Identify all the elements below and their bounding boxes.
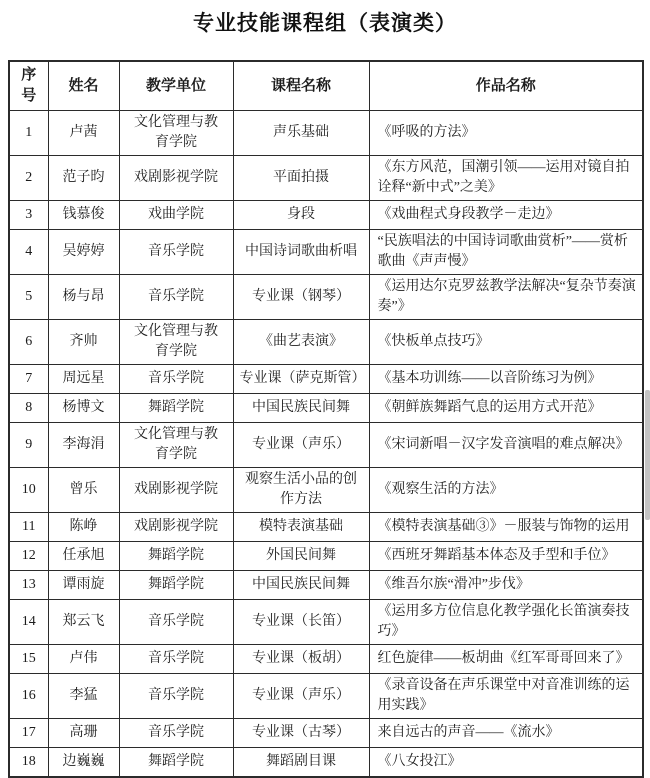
cell-course: 专业课（萨克斯管） — [233, 365, 369, 394]
cell-work: 《运用达尔克罗兹教学法解决“复杂节奏演奏”》 — [369, 275, 643, 320]
cell-unit: 戏剧影视学院 — [119, 513, 233, 542]
table-header — [9, 61, 643, 111]
cell-work: 《观察生活的方法》 — [369, 468, 643, 513]
cell-work: 《东方风范，国潮引领——运用对镜自拍诠释“新中式”之美》 — [369, 156, 643, 201]
cell-name: 李海涓 — [48, 423, 119, 468]
cell-unit: 文化管理与教育学院 — [119, 111, 233, 156]
cell-no: 1 — [9, 111, 48, 156]
cell-course: 专业课（钢琴） — [233, 275, 369, 320]
cell-no: 15 — [9, 645, 48, 674]
cell-course: 观察生活小品的创作方法 — [233, 468, 369, 513]
table-row — [9, 423, 643, 468]
cell-no: 17 — [9, 719, 48, 748]
cell-unit: 戏曲学院 — [119, 201, 233, 230]
header-course: 课程名称 — [233, 61, 369, 111]
page-title: 专业技能课程组（表演类） — [193, 12, 457, 35]
header-no: 序号 — [9, 61, 48, 111]
table-row — [9, 365, 643, 394]
cell-name: 吴婷婷 — [48, 230, 119, 275]
table-row — [9, 230, 643, 275]
cell-unit: 音乐学院 — [119, 230, 233, 275]
cell-name: 卢伟 — [48, 645, 119, 674]
cell-unit: 音乐学院 — [119, 719, 233, 748]
cell-course: 专业课（声乐） — [233, 674, 369, 719]
table-row — [9, 394, 643, 423]
table-row — [9, 513, 643, 542]
cell-course: 中国民族民间舞 — [233, 394, 369, 423]
cell-name: 陈峥 — [48, 513, 119, 542]
cell-name: 高珊 — [48, 719, 119, 748]
table-body — [9, 111, 643, 778]
header-name: 姓名 — [48, 61, 119, 111]
cell-unit: 舞蹈学院 — [119, 542, 233, 571]
cell-work: 《呼吸的方法》 — [369, 111, 643, 156]
cell-name: 杨博文 — [48, 394, 119, 423]
cell-name: 杨与昂 — [48, 275, 119, 320]
cell-unit: 舞蹈学院 — [119, 394, 233, 423]
cell-name: 边巍巍 — [48, 748, 119, 778]
cell-name: 任承旭 — [48, 542, 119, 571]
cell-work: 《维吾尔族“滑冲”步伐》 — [369, 571, 643, 600]
table-row — [9, 719, 643, 748]
cell-course: 声乐基础 — [233, 111, 369, 156]
cell-work: 《快板单点技巧》 — [369, 320, 643, 365]
table-row — [9, 111, 643, 156]
cell-no: 13 — [9, 571, 48, 600]
cell-no: 5 — [9, 275, 48, 320]
cell-course: 《曲艺表演》 — [233, 320, 369, 365]
cell-no: 3 — [9, 201, 48, 230]
cell-unit: 音乐学院 — [119, 645, 233, 674]
cell-unit: 文化管理与教育学院 — [119, 320, 233, 365]
table-row — [9, 320, 643, 365]
cell-unit: 戏剧影视学院 — [119, 156, 233, 201]
table-row — [9, 645, 643, 674]
cell-unit: 音乐学院 — [119, 275, 233, 320]
cell-work: 来自远古的声音——《流水》 — [369, 719, 643, 748]
cell-name: 郑云飞 — [48, 600, 119, 645]
header-unit: 教学单位 — [119, 61, 233, 111]
cell-work: “民族唱法的中国诗词歌曲赏析”——赏析歌曲《声声慢》 — [369, 230, 643, 275]
cell-name: 曾乐 — [48, 468, 119, 513]
cell-unit: 音乐学院 — [119, 674, 233, 719]
cell-name: 李猛 — [48, 674, 119, 719]
cell-work: 《西班牙舞蹈基本体态及手型和手位》 — [369, 542, 643, 571]
table-row — [9, 275, 643, 320]
cell-work: 《八女投江》 — [369, 748, 643, 778]
cell-no: 6 — [9, 320, 48, 365]
cell-work: 《运用多方位信息化教学强化长笛演奏技巧》 — [369, 600, 643, 645]
cell-work: 《模特表演基础③》－服装与饰物的运用 — [369, 513, 643, 542]
cell-work: 《戏曲程式身段教学－走边》 — [369, 201, 643, 230]
cell-no: 7 — [9, 365, 48, 394]
table-row — [9, 201, 643, 230]
cell-no: 16 — [9, 674, 48, 719]
course-table — [8, 60, 644, 778]
cell-course: 专业课（板胡） — [233, 645, 369, 674]
cell-name: 周远星 — [48, 365, 119, 394]
cell-course: 专业课（长笛） — [233, 600, 369, 645]
cell-no: 11 — [9, 513, 48, 542]
cell-course: 身段 — [233, 201, 369, 230]
cell-work: 《宋词新唱－汉字发音演唱的难点解决》 — [369, 423, 643, 468]
cell-name: 谭雨旋 — [48, 571, 119, 600]
cell-course: 中国诗词歌曲析唱 — [233, 230, 369, 275]
table-row — [9, 156, 643, 201]
cell-name: 钱慕俊 — [48, 201, 119, 230]
cell-work: 《朝鲜族舞蹈气息的运用方式开范》 — [369, 394, 643, 423]
cell-course: 专业课（声乐） — [233, 423, 369, 468]
cell-course: 中国民族民间舞 — [233, 571, 369, 600]
cell-course: 模特表演基础 — [233, 513, 369, 542]
scrollbar-fragment[interactable] — [645, 390, 650, 520]
table-row — [9, 748, 643, 778]
cell-work: 红色旋律——板胡曲《红军哥哥回来了》 — [369, 645, 643, 674]
cell-work: 《基本功训练——以音阶练习为例》 — [369, 365, 643, 394]
cell-course: 舞蹈剧目课 — [233, 748, 369, 778]
cell-course: 专业课（古琴） — [233, 719, 369, 748]
cell-unit: 舞蹈学院 — [119, 571, 233, 600]
cell-no: 10 — [9, 468, 48, 513]
header-work: 作品名称 — [369, 61, 643, 111]
cell-name: 齐帅 — [48, 320, 119, 365]
table-row — [9, 542, 643, 571]
table-row — [9, 600, 643, 645]
cell-unit: 音乐学院 — [119, 600, 233, 645]
cell-no: 14 — [9, 600, 48, 645]
cell-unit: 舞蹈学院 — [119, 748, 233, 778]
cell-unit: 戏剧影视学院 — [119, 468, 233, 513]
cell-course: 外国民间舞 — [233, 542, 369, 571]
cell-no: 12 — [9, 542, 48, 571]
cell-course: 平面拍摄 — [233, 156, 369, 201]
table-row — [9, 674, 643, 719]
cell-name: 范子昀 — [48, 156, 119, 201]
cell-name: 卢茜 — [48, 111, 119, 156]
cell-no: 4 — [9, 230, 48, 275]
cell-no: 2 — [9, 156, 48, 201]
cell-no: 9 — [9, 423, 48, 468]
cell-unit: 音乐学院 — [119, 365, 233, 394]
header-row — [9, 61, 643, 111]
cell-work: 《录音设备在声乐课堂中对音准训练的运用实践》 — [369, 674, 643, 719]
table-row — [9, 571, 643, 600]
cell-unit: 文化管理与教育学院 — [119, 423, 233, 468]
cell-no: 18 — [9, 748, 48, 778]
table-row — [9, 468, 643, 513]
cell-no: 8 — [9, 394, 48, 423]
